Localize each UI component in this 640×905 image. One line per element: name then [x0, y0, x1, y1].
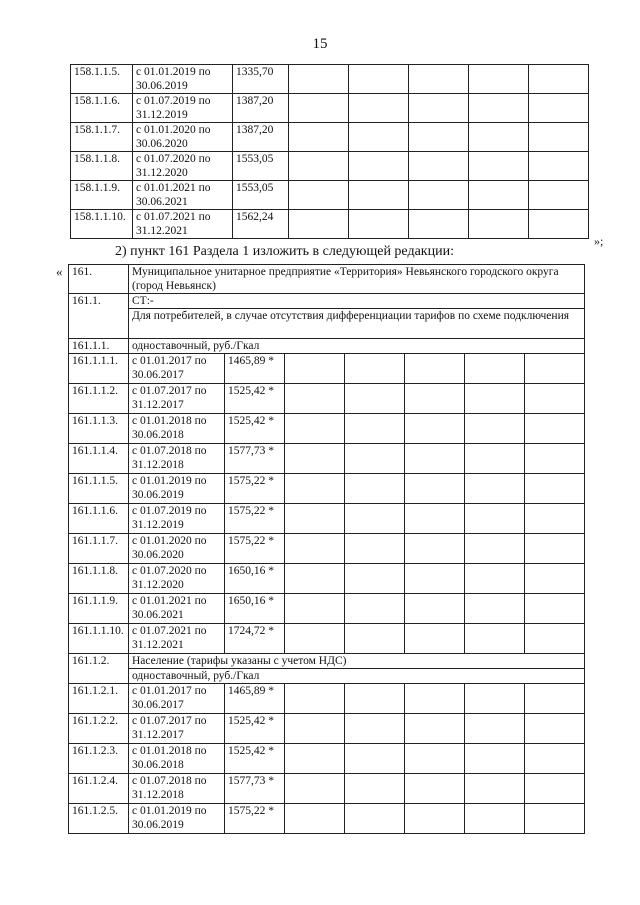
empty-cell	[405, 444, 465, 474]
row-code: 161.1.1.1.	[69, 354, 129, 384]
empty-cell	[465, 384, 525, 414]
empty-cell	[285, 384, 345, 414]
row-value: 1525,42 *	[225, 414, 285, 444]
row-code: 161.1.2.1.	[69, 684, 129, 714]
empty-cell	[525, 684, 585, 714]
empty-cell	[525, 444, 585, 474]
empty-cell	[409, 152, 469, 181]
empty-cell	[289, 210, 349, 239]
empty-cell	[285, 534, 345, 564]
empty-cell	[405, 384, 465, 414]
row-code: 158.1.1.5.	[71, 65, 133, 94]
table-row	[69, 414, 585, 444]
rows-1-2	[69, 684, 585, 834]
row-value: 1553,05	[233, 181, 289, 210]
empty-cell	[289, 123, 349, 152]
empty-cell	[465, 594, 525, 624]
empty-cell	[525, 804, 585, 834]
section-2-head	[69, 654, 585, 684]
empty-cell	[529, 210, 589, 239]
section-1-row	[69, 294, 585, 309]
empty-cell	[285, 744, 345, 774]
empty-cell	[465, 444, 525, 474]
empty-cell	[285, 624, 345, 654]
empty-cell	[469, 210, 529, 239]
empty-cell	[469, 181, 529, 210]
empty-cell	[525, 564, 585, 594]
empty-cell	[465, 474, 525, 504]
row-code: 158.1.1.8.	[71, 152, 133, 181]
row-value: 1465,89 *	[225, 684, 285, 714]
row-period: с 01.07.2021 по 31.12.2021	[133, 210, 233, 239]
row-value: 1562,24	[233, 210, 289, 239]
empty-cell	[525, 624, 585, 654]
page-number: 15	[312, 36, 328, 52]
empty-cell	[409, 94, 469, 123]
tariff-table-top	[70, 64, 589, 239]
row-period: с 01.01.2019 по 30.06.2019	[133, 65, 233, 94]
empty-cell	[525, 594, 585, 624]
empty-cell	[525, 414, 585, 444]
row-period: с 01.01.2017 по 30.06.2017	[129, 684, 225, 714]
row-value: 1575,22 *	[225, 534, 285, 564]
row-code: 161.1.1.6.	[69, 504, 129, 534]
tariff-table-main	[68, 264, 585, 834]
org-row	[69, 265, 585, 294]
empty-cell	[349, 65, 409, 94]
empty-cell	[465, 744, 525, 774]
empty-cell	[285, 564, 345, 594]
sub-1-1-title: одноставочный, руб./Гкал	[129, 339, 585, 354]
opening-quote: «	[56, 264, 63, 279]
table-row	[69, 504, 585, 534]
row-value: 1553,05	[233, 152, 289, 181]
section-2-title: Население (тарифы указаны с учетом НДС)	[129, 654, 585, 669]
row-code: 161.1.1.2.	[69, 384, 129, 414]
row-period: с 01.01.2021 по 30.06.2021	[133, 181, 233, 210]
empty-cell	[405, 804, 465, 834]
table-row	[69, 354, 585, 384]
row-value: 1650,16 *	[225, 564, 285, 594]
row-period: с 01.07.2020 по 31.12.2020	[133, 152, 233, 181]
row-value: 1335,70	[233, 65, 289, 94]
row-value: 1387,20	[233, 123, 289, 152]
empty-cell	[285, 474, 345, 504]
empty-cell	[525, 384, 585, 414]
org-code: 161.	[69, 265, 129, 294]
empty-cell	[289, 152, 349, 181]
empty-cell	[349, 94, 409, 123]
section-2-code: 161.1.2.	[69, 654, 129, 684]
row-code: 158.1.1.7.	[71, 123, 133, 152]
table-row	[69, 564, 585, 594]
section-2-row	[69, 654, 585, 669]
empty-cell	[529, 152, 589, 181]
row-value: 1575,22 *	[225, 804, 285, 834]
row-code: 161.1.2.5.	[69, 804, 129, 834]
row-period: с 01.07.2019 по 31.12.2019	[129, 504, 225, 534]
row-period: с 01.01.2020 по 30.06.2020	[129, 534, 225, 564]
empty-cell	[525, 744, 585, 774]
empty-cell	[409, 181, 469, 210]
empty-cell	[285, 684, 345, 714]
empty-cell	[289, 181, 349, 210]
row-code: 161.1.1.9.	[69, 594, 129, 624]
empty-cell	[289, 65, 349, 94]
empty-cell	[405, 714, 465, 744]
empty-cell	[345, 474, 405, 504]
empty-cell	[285, 414, 345, 444]
empty-cell	[345, 354, 405, 384]
empty-cell	[469, 65, 529, 94]
row-code: 158.1.1.6.	[71, 94, 133, 123]
empty-cell	[285, 354, 345, 384]
empty-cell	[349, 123, 409, 152]
empty-cell	[285, 804, 345, 834]
row-code: 161.1.1.3.	[69, 414, 129, 444]
sub-1-1-code: 161.1.1.	[69, 339, 129, 354]
empty-cell	[525, 504, 585, 534]
section-1-note-row	[69, 309, 585, 339]
row-period: с 01.07.2018 по 31.12.2018	[129, 444, 225, 474]
empty-cell	[285, 504, 345, 534]
empty-cell	[525, 714, 585, 744]
empty-cell	[529, 94, 589, 123]
empty-cell	[349, 181, 409, 210]
table-row	[69, 744, 585, 774]
table-row	[69, 804, 585, 834]
empty-cell	[405, 414, 465, 444]
empty-cell	[345, 504, 405, 534]
empty-cell	[525, 354, 585, 384]
empty-cell	[525, 774, 585, 804]
empty-cell	[405, 624, 465, 654]
empty-cell	[405, 594, 465, 624]
empty-cell	[465, 414, 525, 444]
empty-cell	[465, 684, 525, 714]
empty-cell	[345, 744, 405, 774]
row-code: 161.1.1.4.	[69, 444, 129, 474]
table-row	[71, 152, 589, 181]
empty-cell	[525, 474, 585, 504]
empty-cell	[405, 774, 465, 804]
row-value: 1577,73 *	[225, 774, 285, 804]
empty-cell	[289, 94, 349, 123]
table-row	[71, 210, 589, 239]
row-code: 161.1.1.8.	[69, 564, 129, 594]
org-name: Муниципальное унитарное предприятие «Территория» Невьянского городского округа (город Невьянск)	[129, 265, 585, 294]
table-row	[69, 624, 585, 654]
empty-cell	[345, 594, 405, 624]
empty-cell	[405, 504, 465, 534]
table-row	[71, 65, 589, 94]
row-value: 1575,22 *	[225, 504, 285, 534]
row-period: с 01.01.2020 по 30.06.2020	[133, 123, 233, 152]
row-period: с 01.01.2018 по 30.06.2018	[129, 744, 225, 774]
row-period: с 01.07.2018 по 31.12.2018	[129, 774, 225, 804]
empty-cell	[465, 354, 525, 384]
empty-cell	[405, 474, 465, 504]
empty-cell	[345, 684, 405, 714]
section-2-sub: одноставочный, руб./Гкал	[129, 669, 585, 684]
empty-cell	[465, 714, 525, 744]
empty-cell	[405, 534, 465, 564]
empty-cell	[529, 181, 589, 210]
empty-cell	[345, 534, 405, 564]
table-row	[69, 534, 585, 564]
row-code: 161.1.2.2.	[69, 714, 129, 744]
empty-cell	[345, 774, 405, 804]
empty-cell	[409, 65, 469, 94]
section-1-note: Для потребителей, в случае отсутствия дифференциации тарифов по схеме подключения	[129, 309, 585, 339]
empty-cell	[465, 804, 525, 834]
table-row	[71, 181, 589, 210]
row-code: 158.1.1.10.	[71, 210, 133, 239]
row-period: с 01.07.2017 по 31.12.2017	[129, 714, 225, 744]
empty-cell	[349, 210, 409, 239]
row-period: с 01.07.2020 по 31.12.2020	[129, 564, 225, 594]
row-code: 161.1.1.10.	[69, 624, 129, 654]
table-row	[69, 684, 585, 714]
row-period: с 01.01.2017 по 30.06.2017	[129, 354, 225, 384]
amendment-paragraph: 2) пункт 161 Раздела 1 изложить в следующей редакции:	[115, 244, 454, 259]
row-code: 158.1.1.9.	[71, 181, 133, 210]
row-value: 1465,89 *	[225, 354, 285, 384]
sub-1-1-row	[69, 339, 585, 354]
empty-cell	[285, 594, 345, 624]
empty-cell	[465, 774, 525, 804]
empty-cell	[405, 744, 465, 774]
empty-cell	[469, 123, 529, 152]
section-1-title: СТ:-	[129, 294, 585, 309]
empty-cell	[285, 774, 345, 804]
row-code: 161.1.2.4.	[69, 774, 129, 804]
empty-cell	[529, 123, 589, 152]
row-period: с 01.07.2017 по 31.12.2017	[129, 384, 225, 414]
row-value: 1724,72 *	[225, 624, 285, 654]
closing-quote: »;	[594, 234, 604, 248]
row-period: с 01.01.2019 по 30.06.2019	[129, 804, 225, 834]
empty-cell	[409, 123, 469, 152]
table-row	[69, 444, 585, 474]
row-code: 161.1.1.7.	[69, 534, 129, 564]
empty-cell	[345, 414, 405, 444]
empty-cell	[285, 714, 345, 744]
empty-cell	[349, 152, 409, 181]
row-value: 1525,42 *	[225, 744, 285, 774]
empty-cell	[345, 384, 405, 414]
row-value: 1387,20	[233, 94, 289, 123]
empty-cell	[345, 714, 405, 744]
empty-cell	[525, 534, 585, 564]
row-value: 1577,73 *	[225, 444, 285, 474]
table-row	[71, 94, 589, 123]
row-value: 1650,16 *	[225, 594, 285, 624]
table-row	[71, 123, 589, 152]
row-period: с 01.01.2019 по 30.06.2019	[129, 474, 225, 504]
empty-cell	[345, 624, 405, 654]
table-row	[69, 384, 585, 414]
row-code: 161.1.2.3.	[69, 744, 129, 774]
empty-cell	[345, 564, 405, 594]
table-row	[69, 774, 585, 804]
row-period: с 01.07.2019 по 31.12.2019	[133, 94, 233, 123]
empty-cell	[465, 504, 525, 534]
empty-cell	[405, 354, 465, 384]
empty-cell	[345, 444, 405, 474]
empty-cell	[285, 444, 345, 474]
section-2-sub-row	[69, 669, 585, 684]
row-period: с 01.01.2021 по 30.06.2021	[129, 594, 225, 624]
row-period: с 01.01.2018 по 30.06.2018	[129, 414, 225, 444]
empty-cell	[465, 534, 525, 564]
rows-1-1	[69, 354, 585, 654]
empty-cell	[405, 564, 465, 594]
empty-cell	[345, 804, 405, 834]
empty-cell	[529, 65, 589, 94]
empty-cell	[465, 624, 525, 654]
table-row	[69, 474, 585, 504]
empty-cell	[405, 684, 465, 714]
row-value: 1575,22 *	[225, 474, 285, 504]
table-row	[69, 594, 585, 624]
empty-cell	[469, 94, 529, 123]
tariff-table-top-body	[71, 65, 589, 239]
section-1-code: 161.1.	[69, 294, 129, 339]
row-value: 1525,42 *	[225, 384, 285, 414]
empty-cell	[409, 210, 469, 239]
empty-cell	[469, 152, 529, 181]
table-row	[69, 714, 585, 744]
row-code: 161.1.1.5.	[69, 474, 129, 504]
empty-cell	[465, 564, 525, 594]
row-value: 1525,42 *	[225, 714, 285, 744]
row-period: с 01.07.2021 по 31.12.2021	[129, 624, 225, 654]
tariff-table-main-body	[69, 265, 585, 354]
